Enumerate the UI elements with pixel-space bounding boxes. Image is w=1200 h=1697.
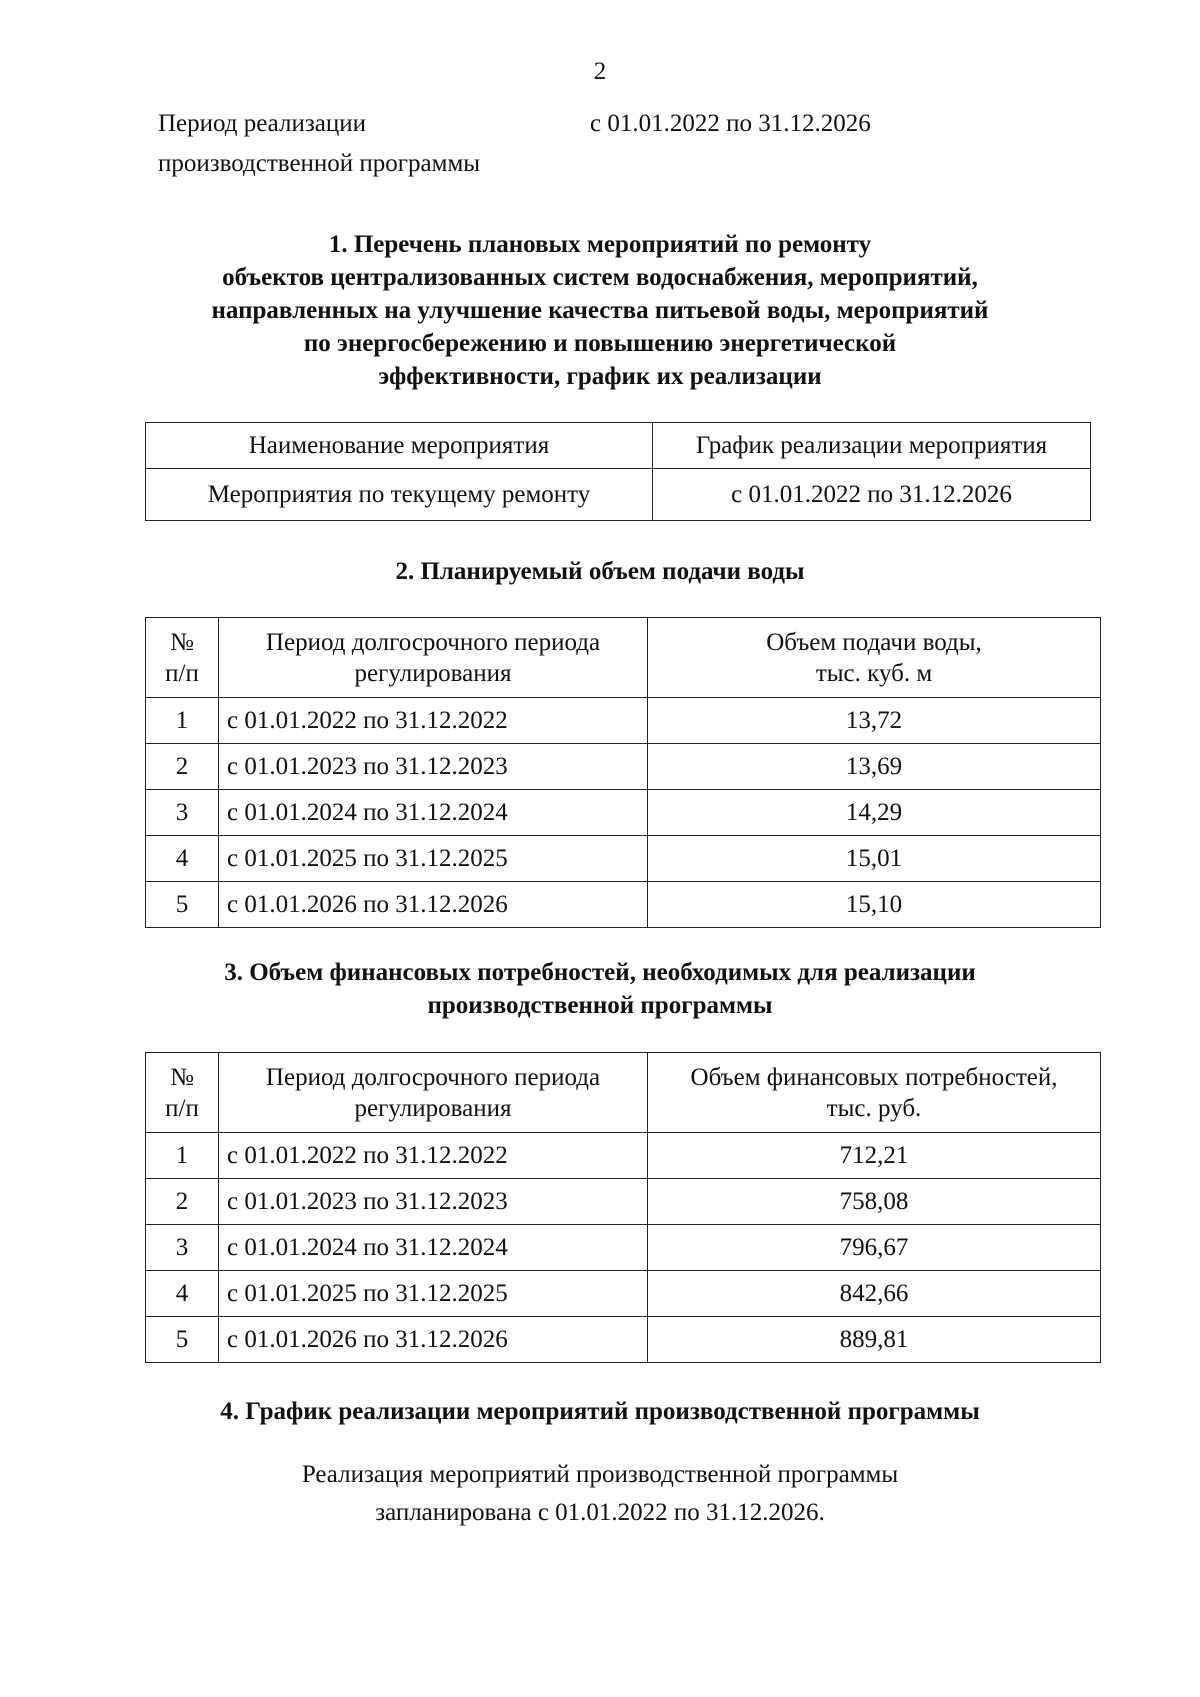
header-line: п/п [165,1094,199,1122]
table-cell: 2 [146,1179,219,1225]
header-line: тыс. куб. м [815,659,933,687]
table-row [146,1271,1101,1317]
table-row [146,836,1101,882]
period-label-line: Период реализации [158,110,366,137]
table-header-cell [219,618,648,698]
table-cell: с 01.01.2026 по 31.12.2026 [219,882,648,928]
table-cell: 1 [146,698,219,744]
table-cell: с 01.01.2025 по 31.12.2025 [219,1271,648,1317]
table-header-cell [648,1053,1101,1133]
table-cell: 3 [146,790,219,836]
section4-text [0,1456,1200,1532]
section2-title: 2. Планируемый объем подачи воды [395,558,805,585]
section1-title-line: 1. Перечень плановых мероприятий по ремонту [328,231,872,258]
header-line: регулирования [354,659,512,687]
table-cell: 1 [146,1133,219,1179]
table-header-cell [146,1053,219,1133]
table-header-row [146,423,1091,469]
header-line: № [170,1063,194,1091]
table-cell: с 01.01.2026 по 31.12.2026 [219,1317,648,1363]
table-header-cell [219,1053,648,1133]
section4-text-line: Реализация мероприятий производственной программы [301,1461,899,1488]
table-header-row [146,618,1101,698]
table-cell: 13,69 [648,744,1101,790]
period-value: с 01.01.2022 по 31.12.2026 [590,110,871,137]
table-cell: с 01.01.2024 по 31.12.2024 [219,1225,648,1271]
page-number: 2 [593,58,607,85]
section3-title-line: производственной программы [427,992,773,1019]
header-line: № [170,628,194,656]
section3-title-line: 3. Объем финансовых потребностей, необходимых для реализации [224,959,976,986]
table-cell: 796,67 [648,1225,1101,1271]
table-row [146,469,1091,521]
section1-title-line: эффективности, график их реализации [378,363,822,390]
section3-title [0,956,1200,1022]
table-cell: 889,81 [648,1317,1101,1363]
table-header-cell: График реализации мероприятия [653,423,1091,469]
table-cell: с 01.01.2022 по 31.12.2022 [219,698,648,744]
table-cell: 712,21 [648,1133,1101,1179]
table-cell: с 01.01.2022 по 31.12.2026 [653,469,1091,521]
table-cell: 5 [146,882,219,928]
table-header-row [146,1053,1101,1133]
table-cell: 2 [146,744,219,790]
table-cell: с 01.01.2024 по 31.12.2024 [219,790,648,836]
table-row [146,1179,1101,1225]
period-label [158,104,578,184]
header-line: Период долгосрочного периода [265,628,601,656]
section4-text-line: запланирована с 01.01.2022 по 31.12.2026. [375,1499,825,1526]
period-label-line: производственной программы [158,150,481,177]
table-cell: Мероприятия по текущему ремонту [146,469,653,521]
table-cell: 14,29 [648,790,1101,836]
section3-table [145,1052,1101,1363]
table-cell: с 01.01.2022 по 31.12.2022 [219,1133,648,1179]
table-cell: с 01.01.2025 по 31.12.2025 [219,836,648,882]
table-cell: 4 [146,1271,219,1317]
table-cell: 15,10 [648,882,1101,928]
table-cell: 5 [146,1317,219,1363]
table-cell: 4 [146,836,219,882]
section1-title-line: направленных на улучшение качества питьевой воды, мероприятий [211,297,989,324]
table-row [146,1225,1101,1271]
table-row [146,1133,1101,1179]
section4-title: 4. График реализации мероприятий производственной программы [220,1398,980,1425]
section1-title-line: объектов централизованных систем водоснабжения, мероприятий, [222,264,978,291]
table-row [146,882,1101,928]
table-row [146,790,1101,836]
table-cell: 3 [146,1225,219,1271]
header-line: Объем финансовых потребностей, [690,1063,1058,1091]
section1-title-line: по энергосбережению и повышению энергетической [303,330,897,357]
header-line: Период долгосрочного периода [265,1063,601,1091]
table-cell: 15,01 [648,836,1101,882]
table-header-cell: Наименование мероприятия [146,423,653,469]
table-row [146,1317,1101,1363]
header-line: п/п [165,659,199,687]
table-cell: 758,08 [648,1179,1101,1225]
section2-table [145,617,1101,928]
table-cell: 13,72 [648,698,1101,744]
table-row [146,698,1101,744]
table-header-cell [146,618,219,698]
table-cell: 842,66 [648,1271,1101,1317]
section1-title [0,228,1200,393]
section1-table [145,422,1091,521]
table-cell: с 01.01.2023 по 31.12.2023 [219,1179,648,1225]
header-line: Объем подачи воды, [766,628,982,656]
table-header-cell [648,618,1101,698]
header-line: тыс. руб. [826,1094,922,1122]
table-row [146,744,1101,790]
header-line: регулирования [354,1094,512,1122]
table-cell: с 01.01.2023 по 31.12.2023 [219,744,648,790]
